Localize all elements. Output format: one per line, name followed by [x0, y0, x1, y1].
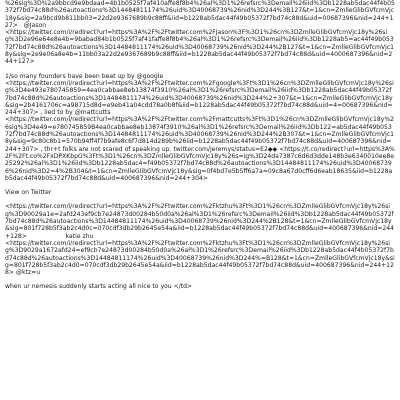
link-text-block: %26sig%3D%2a9bbcd9e9bdaad=4b1b0525f7af410affe8f8b4%26al%3D1%26refsrc%3Demail%26iid%3Db1228ab5dac44f4b05372f7bd74c88d%26autoactions%3D14484811174%26uid%3D40068739%26nid%3D244%3B127&t=1&cn=ZmlleGlibGVfcmVjc18y&sig=2a9bcd9b811bb03=22d2e9367689b9c88ff&iid=b1228ab5dac44f49b05372f7bd74c88d&uid=00687396&nid=244+127> @Jason [5, 0, 395, 29]
spacer [5, 182, 395, 189]
link-text-block[interactable]: <https://twitter.com/i/redirect?url=https%3A%2F%2Ftwitter.com%2Fmattcutts%3Ft%3D1%26cn%3DZmlleGlibGVfcmVjc18y%26sig%3D4e49=e780745859B4ea0cabbae8eb13874f3910%26al%3D1%26refsrc%3Demail%26iid%3Db122=ab5dac44f49b05372f7bd74c88d%26autoactions%3D14484811174%26uid%3D40068739%26nid%3D244%2B307&t=1&cn=ZmlleGlibGVfcmVjc18y&sig=9c80c8b1=570b94ff4f7b9afe8c6f7d814d289b%26iid=b1228ab5dac44f49b05372f7bd74c88d&uid=400687396&nid=244+307> , thr+t folks are not scared of speaking up. twitter.com/jeremys/status=E2◆◆ <https://t.co/redirect?url=https%3A%2F%2Ft.co%2FxDPXKbpG%3Ft%3D1%26cn%3DZmlleGlibGVfcmVjc18y%26s=ig%3D24da7387c6d6d3dde148b3e6340010ee8e25292%26al%3D1%26iid%3Db1228ab5dac4=f49b05372f7bd74c88d%26autoactions%3D14484811174%26uid%3D400687396%26nid%3D2=4%2B304&t=1&cn=ZmlleGlibGVfcmVjc18y&sig=0f4bd7e5b5ff6a7a=09c8a67d0cff6d6eab18635&iid=b1228ab5dac44f49b05372f7bd74c88d&uid=400687396&nid=244+304> [5, 116, 395, 182]
tweet-text: when ur nemesis suddenly starts acting all nice to you </td> [5, 283, 193, 291]
link-text-block[interactable]: <https://twitter.com/i/redirect?url=https%3A%2F%2Ftwitter.com%2Fktzhu%3Ft%3D1%26cn%3DZmlleGlibGVfcmVjc18y%26sig%3D90029a1e=2afd243ef9cb7e24873d00284b50d0a%26al%3D1%26refsrc%3Demail%26iid%3Db1228ab5dac44f49b05372f7bd74c88d%26autoactions%3D14484811174%26uid%3D40068739%26nid%3D244%2B128&t=1&cn=ZmlleGlibGVfcmVjc18y&sig=801f728b5f3ab2c4d0c=070cdf3db29b2645e54a&iid=b1228ab5dac44f49b05372f7bd74c88d&uid=400687396&nid=244+128> katie zhu [5, 203, 395, 240]
view-on-twitter-link[interactable]: View on Twitter [5, 189, 52, 197]
link-text-block[interactable]: <https://twitter.com/i/redirect?url=https%3A%2F%2Ftwitter.com%2Fgoogle%3Ft%3D1%26cn%3DZmlleGlibGVfcmVjc18y%26sig%3D4e493e780745859=4ea0cabbae8eb13874f3910%26al%3D1%26refsrc%3Demail%26iid%3Db1228ab5dac44f49b05372f7bd74c88d%26autoactions%3D14484811174%26uid%3D40068739%26nid%3D244%2+307&t=1&cn=ZmlleGlibGVfcmVjc18y&sig=2b4161706c=a98715d8d=e9eb41a04cdd78a0b8f&iid=b1228ab5dac44f49b05372f7bd74c88d&uid=4=00687396&nid=244+307> , lied to by @mattcutts [5, 79, 394, 117]
link-text-block[interactable]: <https://twitter.com/i/redirect?url=https%3A%2F%2Ftwitter.com%2FJason%3F%3D1%26cn%3DZmlleGlibGVfcmVjc18y%26sig%3D2e96e64e8e4b=9babad84b1b0525f7af41faffe8f8b4%26al%3D1%26refsrc%3Demail%26iid%3Db1228ab5=ac44f49b05372f7bd74c88d%26autoactions%3D14484811174%26uid%3D40068739%26nid%3D244%2B127&t=1&cn=ZmlleGlibGVfcmVjc18y&sig=2e9e06a8e4b=11bb03a22d2e9367689b9c88ff&iid=b1228ab5dac44f49b05372f7bd74c88d&uid=4000687396&nid=244+127> [5, 29, 395, 66]
spacer [5, 66, 395, 73]
link-text-block[interactable]: <https://twitter.com/i/redirect?url=https%3A%2F%2Ftwitter.com%2Fktzhu%3Ft%3D1%26cn%3DZmlleGlibGVfcmVjc18y%26sig%3D9029a1672afd24=ef9cb7e24873d00284b50d0a%26al%3D1%26refsrc%3Demail%26iid%3Db1228ab5dac44f4b05372f7bd74c88d%26autoactions%3D14484811174%26uid%3D40068739%26nid%3D244%=B128&t=1&cn=ZmlleGlibGVfcmVjc18y&sig=801f728b5f3ab2c4d0=070cdf3db29b2645e54a&iid=b1228ab5dac44f49b05372f7bd74c88d&uid=400687396&nid=244+128> @ktz=u [5, 239, 395, 277]
tweet-text: 1/so many founders have been beat up by @google [5, 72, 164, 80]
spacer [5, 196, 395, 203]
spacer [5, 276, 395, 283]
